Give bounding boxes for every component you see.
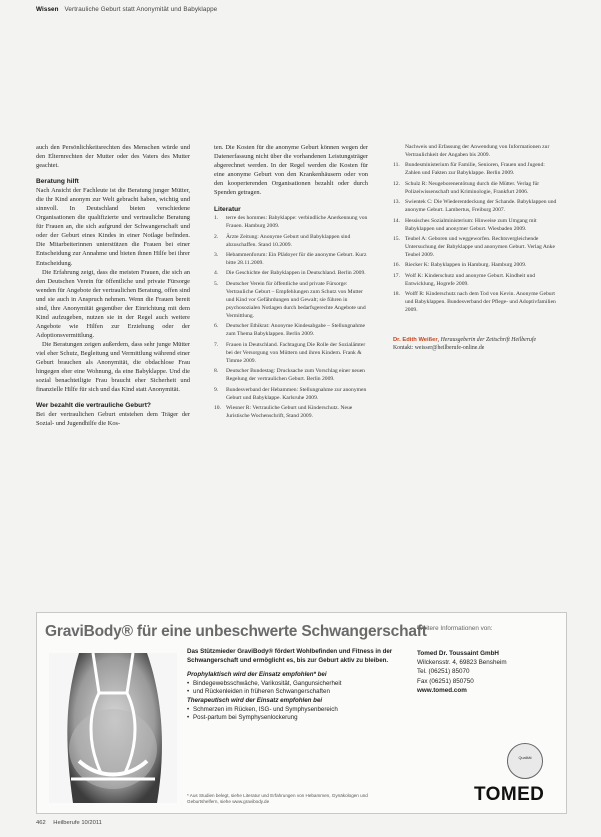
ad-footnote: * Aus Studien belegt, siehe Literatur und Erfahrungen von Hebammen, Gynäkologen und Geburtshelfern, siehe www.gravibody.de bbox=[187, 793, 368, 804]
pregnant-woman-photo bbox=[49, 653, 177, 803]
ad-prophylactic-heading: Prophylaktisch wird der Einsatz empfohlen* bei bbox=[187, 671, 327, 679]
reference-text: Wolf K: Kinderschutz und anonyme Geburt. Kindheit und Entwicklung, Hogrefe 2009. bbox=[405, 272, 536, 287]
reference-item bbox=[214, 386, 368, 402]
reference-text: Bundesverband der Hebammen: Stellungnahme zur anonymen Geburt und Babyklappe. Karlsruhe 2009. bbox=[226, 386, 367, 401]
tomed-logo: TOMED bbox=[474, 784, 545, 805]
gravibody-advertisement bbox=[36, 612, 567, 814]
ad-list-item: • und Rückenleiden in früheren Schwangerschaften bbox=[187, 688, 409, 697]
reference-text: terre des hommes: Babyklappe: verbindliche Anerkennung von Frauen. Hamburg 2009. bbox=[226, 215, 368, 230]
reference-text: Wiesner R: Vertrauliche Geburt und Kinderschutz. Neue Juristische Wochenschrift, Stand 2009. bbox=[226, 404, 353, 420]
quality-seal-icon bbox=[507, 743, 543, 779]
reference-text: Hebammenforum: Ein Plädoyer für die anonyme Geburt. Kurz bitte 28.11.2009. bbox=[226, 252, 367, 267]
reference-item bbox=[393, 161, 561, 177]
reference-item bbox=[393, 235, 561, 259]
ad-lead: Das Stützmieder GraviBody® fördert Wohlbefinden und Fitness in der Schwangerschaft und ermöglicht es, bis zur Geburt aktiv zu bleiben. bbox=[187, 648, 393, 664]
reference-number: 3. bbox=[214, 252, 219, 259]
ad-company-info bbox=[417, 649, 507, 695]
reference-number: 1. bbox=[214, 215, 219, 222]
reference-number: 14. bbox=[393, 217, 400, 224]
paragraph-erfahrung: Die Erfahrung zeigt, dass die meisten Frauen, die sich an den Deutschen Verein für öffentliche und private Fürsorge wenden für Angebote der vertraulichen Beratung, offen sind und sie auch in Anspruch nehmen. Wenn die Frauen bereit sind, ihre Anonymität gegenüber der Einrichtung mit dem Kind aufzugeben, nutzen sie in der Regel auch weitere Angebote wie Hilfen zur Erziehung oder der Adoptionsvermittlung. bbox=[36, 268, 190, 339]
ad-body-text bbox=[187, 648, 409, 723]
reference-item bbox=[393, 290, 561, 314]
reference-text: Frauen in Deutschland. Fachtagung Die Rolle der Sozialämter bei der Versorgung von Müttern und ihren Kindern. Frank & Timme 2009. bbox=[226, 341, 366, 364]
reference-text: Schulz R: Neugeborenentötung durch die Mütter. Verlag für Polizeiwissenschaft und Kriminologie, Frankfurt 2006. bbox=[405, 180, 540, 195]
reference-number: 4. bbox=[214, 270, 219, 277]
reference-item bbox=[214, 367, 368, 383]
reference-item bbox=[214, 280, 368, 320]
reference-text: Hessisches Sozialministerium: Hinweise zum Umgang mit Babyklappen und anonymer Geburt. Wiesbaden 2009. bbox=[405, 217, 537, 232]
text-column-3 bbox=[393, 143, 561, 352]
paragraph-beratung: Nach Ansicht der Fachleute ist die Beratung junger Mütter, die ihr Kind anonym zur Welt gebracht haben, wichtig und sinnvoll. In Deutschland bieten verschiedene Organisationen die qualifizierte und vertrauliche Beratung für Frauen an, die sich aufgrund der Schwangerschaft und oder der Geburt eines Kindes in einer Notlage befinden. Die Mitarbeiterinnen unterstützen die Frauen bei einer Entscheidung zur Annahme und bieten ihnen Hilfe bei ihrer Entscheidung. bbox=[36, 187, 190, 267]
reference-text: Deutscher Bundestag: Drucksache zum Vorschlag einer neuen Regelung der vertraulichen Geburt. Berlin 2009. bbox=[226, 368, 365, 383]
reference-text: Deutscher Verein für öffentliche und private Fürsorge: Vertrauliche Geburt – Empfehlungen zum Schutz von Mutter und Kind vor Gefährdungen und Gewalt; sie führen in psychosozialen Notlagen durch bedarfsgerechte Angebote und Vermittlung. bbox=[226, 280, 366, 320]
reference-number: 9. bbox=[214, 386, 219, 393]
reference-list-continued bbox=[393, 143, 561, 314]
paragraph-costs: ten. Die Kosten für die anonyme Geburt können wegen der Datenerfassung nicht über die vorhandenen Leistungsträger abgerechnet werden. In der Regel werden die Kosten für eine anonyme Geburt von den Krankenhäusern oder von den kooperierenden Organisationen bezahlt oder durch Spenden getragen. bbox=[214, 144, 368, 197]
reference-number: 13. bbox=[393, 199, 400, 206]
intro-paragraph: auch den Persönlichkeitsrechten des Menschen würde und den Elternrechten der Mutter oder des Vaters des Mutter geachtet. bbox=[36, 144, 190, 170]
reference-number: 12. bbox=[393, 180, 400, 187]
reference-number: 10. bbox=[214, 404, 221, 411]
reference-item bbox=[393, 261, 561, 269]
reference-text: Swientek C: Die Wiederentdeckung der Schande. Babyklappen und anonyme Geburt. Lambertus, Freiburg 2007. bbox=[405, 199, 557, 214]
paragraph-who-pays: Bei der vertraulichen Geburt entstehen dem Träger der Sozial- und Jugendhilfe die Kos- bbox=[36, 411, 190, 428]
reference-item bbox=[214, 341, 368, 365]
reference-number: 2. bbox=[214, 233, 219, 240]
reference-text: Deutscher Ethikrat: Anonyme Kindesabgabe – Stellungnahme zum Thema Babyklappen. Berlin 2009. bbox=[226, 323, 366, 338]
reference-list bbox=[214, 214, 368, 420]
reference-number: 15. bbox=[393, 235, 400, 242]
reference-item bbox=[214, 251, 368, 267]
reference-text: Wolff R: Kinderschutz nach dem Tod von Kevin. Anonyme Geburt und Babyklappen. Bundesverband der Pflege- und Adoptivfamilien 2009. bbox=[405, 291, 556, 314]
page-number: 462 bbox=[36, 820, 46, 826]
ad-tel: Tel. (06251) 85070 bbox=[417, 668, 470, 676]
reference-number: 18. bbox=[393, 291, 400, 297]
reference-text: Die Geschichte der Babyklappen in Deutschland. Berlin 2009. bbox=[226, 270, 366, 277]
ad-therapeutic-heading: Therapeutisch wird der Einsatz empfohlen bei bbox=[187, 696, 323, 704]
author-title: Herausgeberin der Zeitschrift Heilberufe bbox=[440, 337, 537, 344]
ad-list-item: • Schmerzen im Rücken, ISG- und Symphysenbereich bbox=[187, 706, 409, 715]
reference-item bbox=[214, 233, 368, 249]
seal-label: Qualität bbox=[518, 756, 532, 760]
page-footer bbox=[36, 820, 102, 826]
reference-number: 5. bbox=[214, 280, 219, 287]
reference-text: Bundesministerium für Familie, Senioren, Frauen und Jugend: Zahlen und Fakten zur Babyklappe. Berlin 2009. bbox=[405, 162, 545, 177]
reference-text: Riecker K: Babyklappen in Hamburg. Hamburg 2009. bbox=[405, 262, 527, 269]
reference-text: Nachweis und Erfassung der Anwendung von Informationen zur Vertraulichkeit der Angaben bis 2009. bbox=[405, 144, 550, 159]
reference-item bbox=[393, 198, 561, 214]
ad-company-name: Tomed Dr. Toussaint GmbH bbox=[417, 650, 499, 657]
paragraph-beratungen: Die Beratungen zeigen außerdem, dass sehr junge Mütter viel eher Schutz, Begleitung und Vermittlung während einer Geburt brauchen als Anonymität, die obdachlose Frau hingegen eher eine Wohnung, da eine Babyklappe. Und die sozial benachteiligte Frau braucht eher Sicherheit und finanzielle Hilfe für sich und das Kind statt Anonymität. bbox=[36, 340, 190, 394]
ad-title: GraviBody® für eine unbeschwerte Schwangerschaft bbox=[45, 623, 427, 640]
reference-number: 11. bbox=[393, 162, 400, 169]
heading-beratung: Beratung hilft bbox=[36, 178, 79, 186]
reference-number: 8. bbox=[214, 368, 219, 375]
reference-item bbox=[214, 269, 368, 277]
reference-item bbox=[214, 214, 368, 230]
running-title: Vertrauliche Geburt statt Anonymität und Babyklappe bbox=[64, 6, 218, 13]
ad-fax: Fax (06251) 850750 bbox=[417, 677, 474, 685]
text-column-2 bbox=[214, 143, 368, 422]
heading-who-pays: Wer bezahlt die vertrauliche Geburt? bbox=[36, 402, 151, 410]
author-box: Dr. Edith Weißer, Herausgeberin der Zeitschrift Heilberufe Kontakt: weisser@heilberufe-online.de bbox=[393, 336, 561, 352]
heading-literatur: Literatur bbox=[214, 206, 241, 214]
reference-item bbox=[393, 272, 561, 288]
reference-item bbox=[393, 180, 561, 196]
ad-street: Wilckensstr. 4, 69823 Bensheim bbox=[417, 659, 507, 667]
reference-item bbox=[214, 404, 368, 420]
author-name: Dr. Edith Weißer bbox=[393, 337, 438, 344]
reference-item bbox=[393, 143, 561, 159]
reference-item bbox=[393, 217, 561, 233]
reference-text: Teubel A: Geboren und weggeworfen. Rechtsvergleichende Untersuchung der Babyklappe und anonymen Geburt. Verlag Anke Teubel 2009. bbox=[405, 235, 555, 259]
reference-text: Ärzte Zeitung: Anonyme Geburt und Babyklappen sind abzuschaffen. Stand 10.2009. bbox=[226, 233, 351, 248]
ad-contact-label: Weitere Informationen von: bbox=[417, 625, 493, 632]
ad-list-item: • Post-partum bei Symphysenlockerung bbox=[187, 714, 409, 723]
ad-web-link[interactable]: www.tomed.com bbox=[417, 686, 467, 694]
running-header bbox=[36, 6, 217, 13]
reference-number: 7. bbox=[214, 341, 219, 348]
journal-issue: Heilberufe 10/2011 bbox=[53, 820, 102, 826]
section-brand: Wissen bbox=[36, 6, 59, 13]
reference-number: 16. bbox=[393, 262, 400, 269]
text-column-1 bbox=[36, 143, 190, 428]
reference-item bbox=[214, 322, 368, 338]
reference-number: 6. bbox=[214, 323, 219, 330]
reference-number: 17. bbox=[393, 272, 400, 279]
ad-list-item: • Bindegewebsschwäche, Varikosität, Gangunsicherheit bbox=[187, 680, 409, 689]
author-contact: Kontakt: weisser@heilberufe-online.de bbox=[393, 345, 485, 352]
